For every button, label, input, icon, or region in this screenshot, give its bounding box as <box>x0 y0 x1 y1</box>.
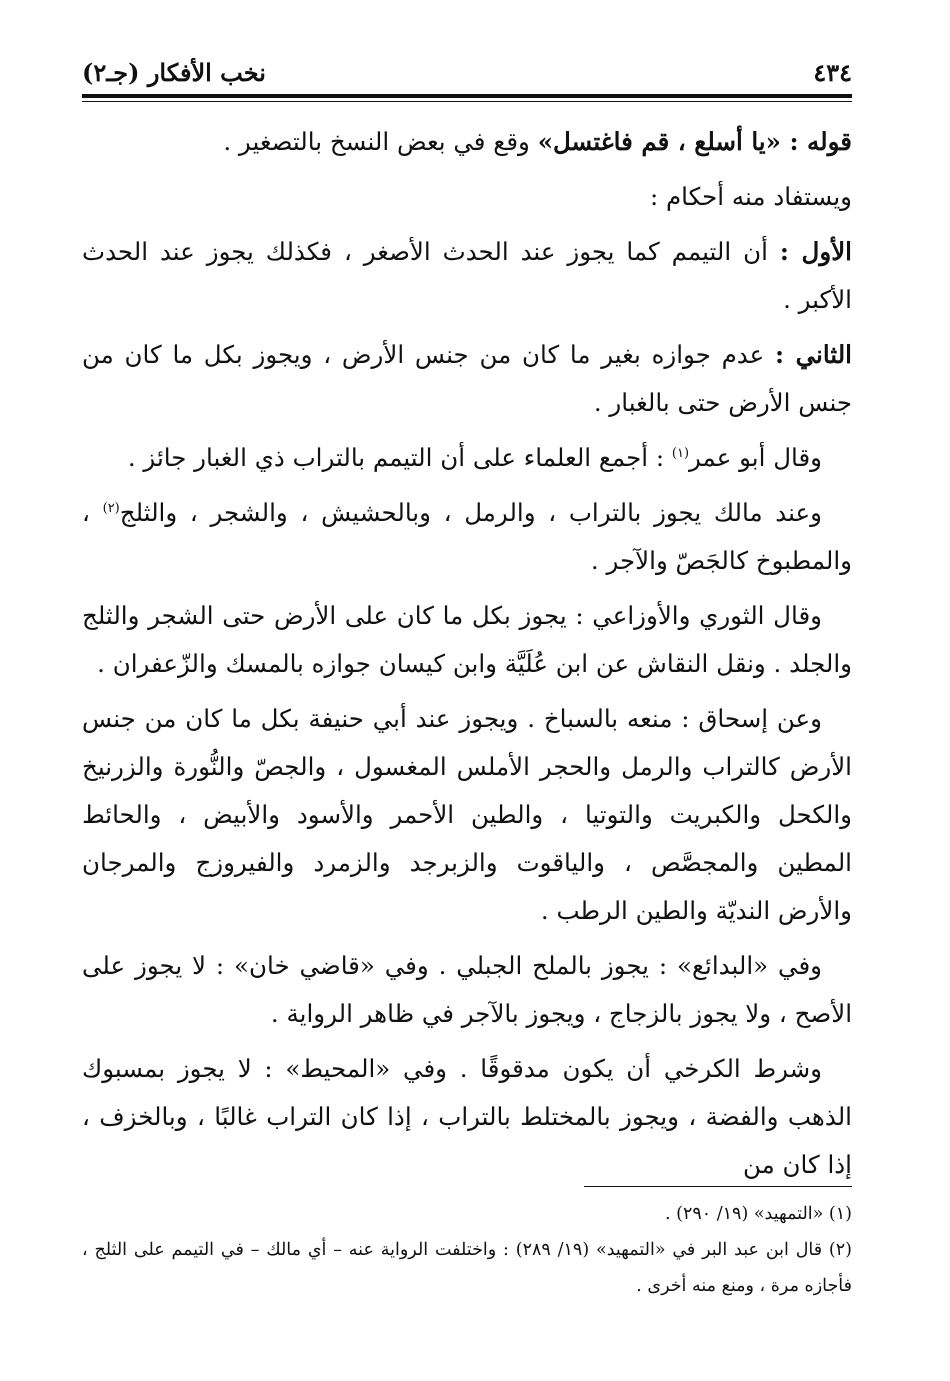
footnote-1: (١) «التمهيد» (١٩/ ٢٩٠) . <box>665 1204 852 1224</box>
paragraph-lead: الثاني : <box>775 340 852 369</box>
paragraph-text: وعند مالك يجوز بالتراب ، والرمل ، وبالحشيش ، والشجر ، والثلج <box>119 498 822 527</box>
paragraph-text: أن التيمم كما يجوز عند الحدث الأصغر ، فكذلك يجوز عند الحدث الأكبر . <box>82 237 852 314</box>
page-number: ٤٣٤ <box>813 57 852 87</box>
paragraph-6 <box>82 489 852 585</box>
running-header <box>82 55 852 89</box>
footnote-ref-2: (٢) <box>102 500 120 516</box>
paragraph-2 <box>82 173 852 221</box>
main-text <box>82 118 852 1196</box>
footnote-separator <box>584 1186 852 1187</box>
paragraph-text: عدم جوازه بغير ما كان من جنس الأرض ، ويجوز بكل ما كان من جنس الأرض حتى بالغبار . <box>82 340 852 417</box>
footnote-2: (٢) قال ابن عبد البر في «التمهيد» (١٩/ ٢٨٩) : واختلفت الرواية عنه – أي مالك – في التيمم على الثلج ، فأجازه مرة ، ومنع منه أخرى . <box>82 1240 852 1296</box>
paragraph-text: وشرط الكرخي أن يكون مدقوقًا . وفي «المحيط» : لا يجوز بمسبوك الذهب والفضة ، ويجوز بالمختلط بالتراب ، إذا كان التراب غالبًا ، وبالخزف ، إذا كان من <box>82 1054 852 1179</box>
paragraph-text: وقال الثوري والأوزاعي : يجوز بكل ما كان على الأرض حتى الشجر والثلج والجلد . ونقل النقاش عن ابن عُلَيَّة وابن كيسان جوازه بالمسك والزّعفران . <box>82 601 852 678</box>
paragraph-text: وعن إسحاق : منعه بالسباخ . ويجوز عند أبي حنيفة بكل ما كان من جنس الأرض كالتراب والرمل والحجر الأملس المغسول ، والجصّ والنُّورة والزرنيخ والكحل والكبريت والتوتيا ، والطين الأحمر والأسود والأبيض ، والحائط المطين والمجصَّص ، والياقوت والزبرجد والزمرد والفيروزج والمرجان والأرض النديّة والطين الرطب . <box>82 704 852 925</box>
paragraph-3 <box>82 228 852 324</box>
paragraph-lead: الأول : <box>779 237 852 266</box>
paragraph-lead: قوله : «يا أسلع ، قم فاغتسل» <box>537 127 852 156</box>
header-rule-thin <box>82 101 852 102</box>
footnotes <box>82 1196 852 1304</box>
paragraph-4 <box>82 331 852 427</box>
paragraph-text: ويستفاد منه أحكام : <box>649 182 852 211</box>
paragraph-5 <box>82 434 852 482</box>
paragraph-text: : أجمع العلماء على أن التيمم بالتراب ذي الغبار جائز . <box>127 443 672 472</box>
paragraph-7 <box>82 592 852 688</box>
paragraph-text: وقع في بعض النسخ بالتصغير . <box>223 127 538 156</box>
paragraph-8 <box>82 695 852 935</box>
paragraph-text: وفي «البدائع» : يجوز بالملح الجبلي . وفي «قاضي خان» : لا يجوز على الأصح ، ولا يجوز بالزجاج ، ويجوز بالآجر في ظاهر الرواية . <box>82 951 852 1028</box>
paragraph-text: ، والمطبوخ كالجَصّ والآجر . <box>82 498 852 575</box>
paragraph-10 <box>82 1045 852 1189</box>
paragraph-text: وقال أبو عمر <box>689 443 822 472</box>
paragraph-1 <box>82 118 852 166</box>
paragraph-9 <box>82 942 852 1038</box>
header-rule-thick <box>82 94 852 98</box>
footnote-ref-1: (١) <box>671 445 690 461</box>
book-title: نخب الأفكار (جـ٢) <box>82 57 266 87</box>
